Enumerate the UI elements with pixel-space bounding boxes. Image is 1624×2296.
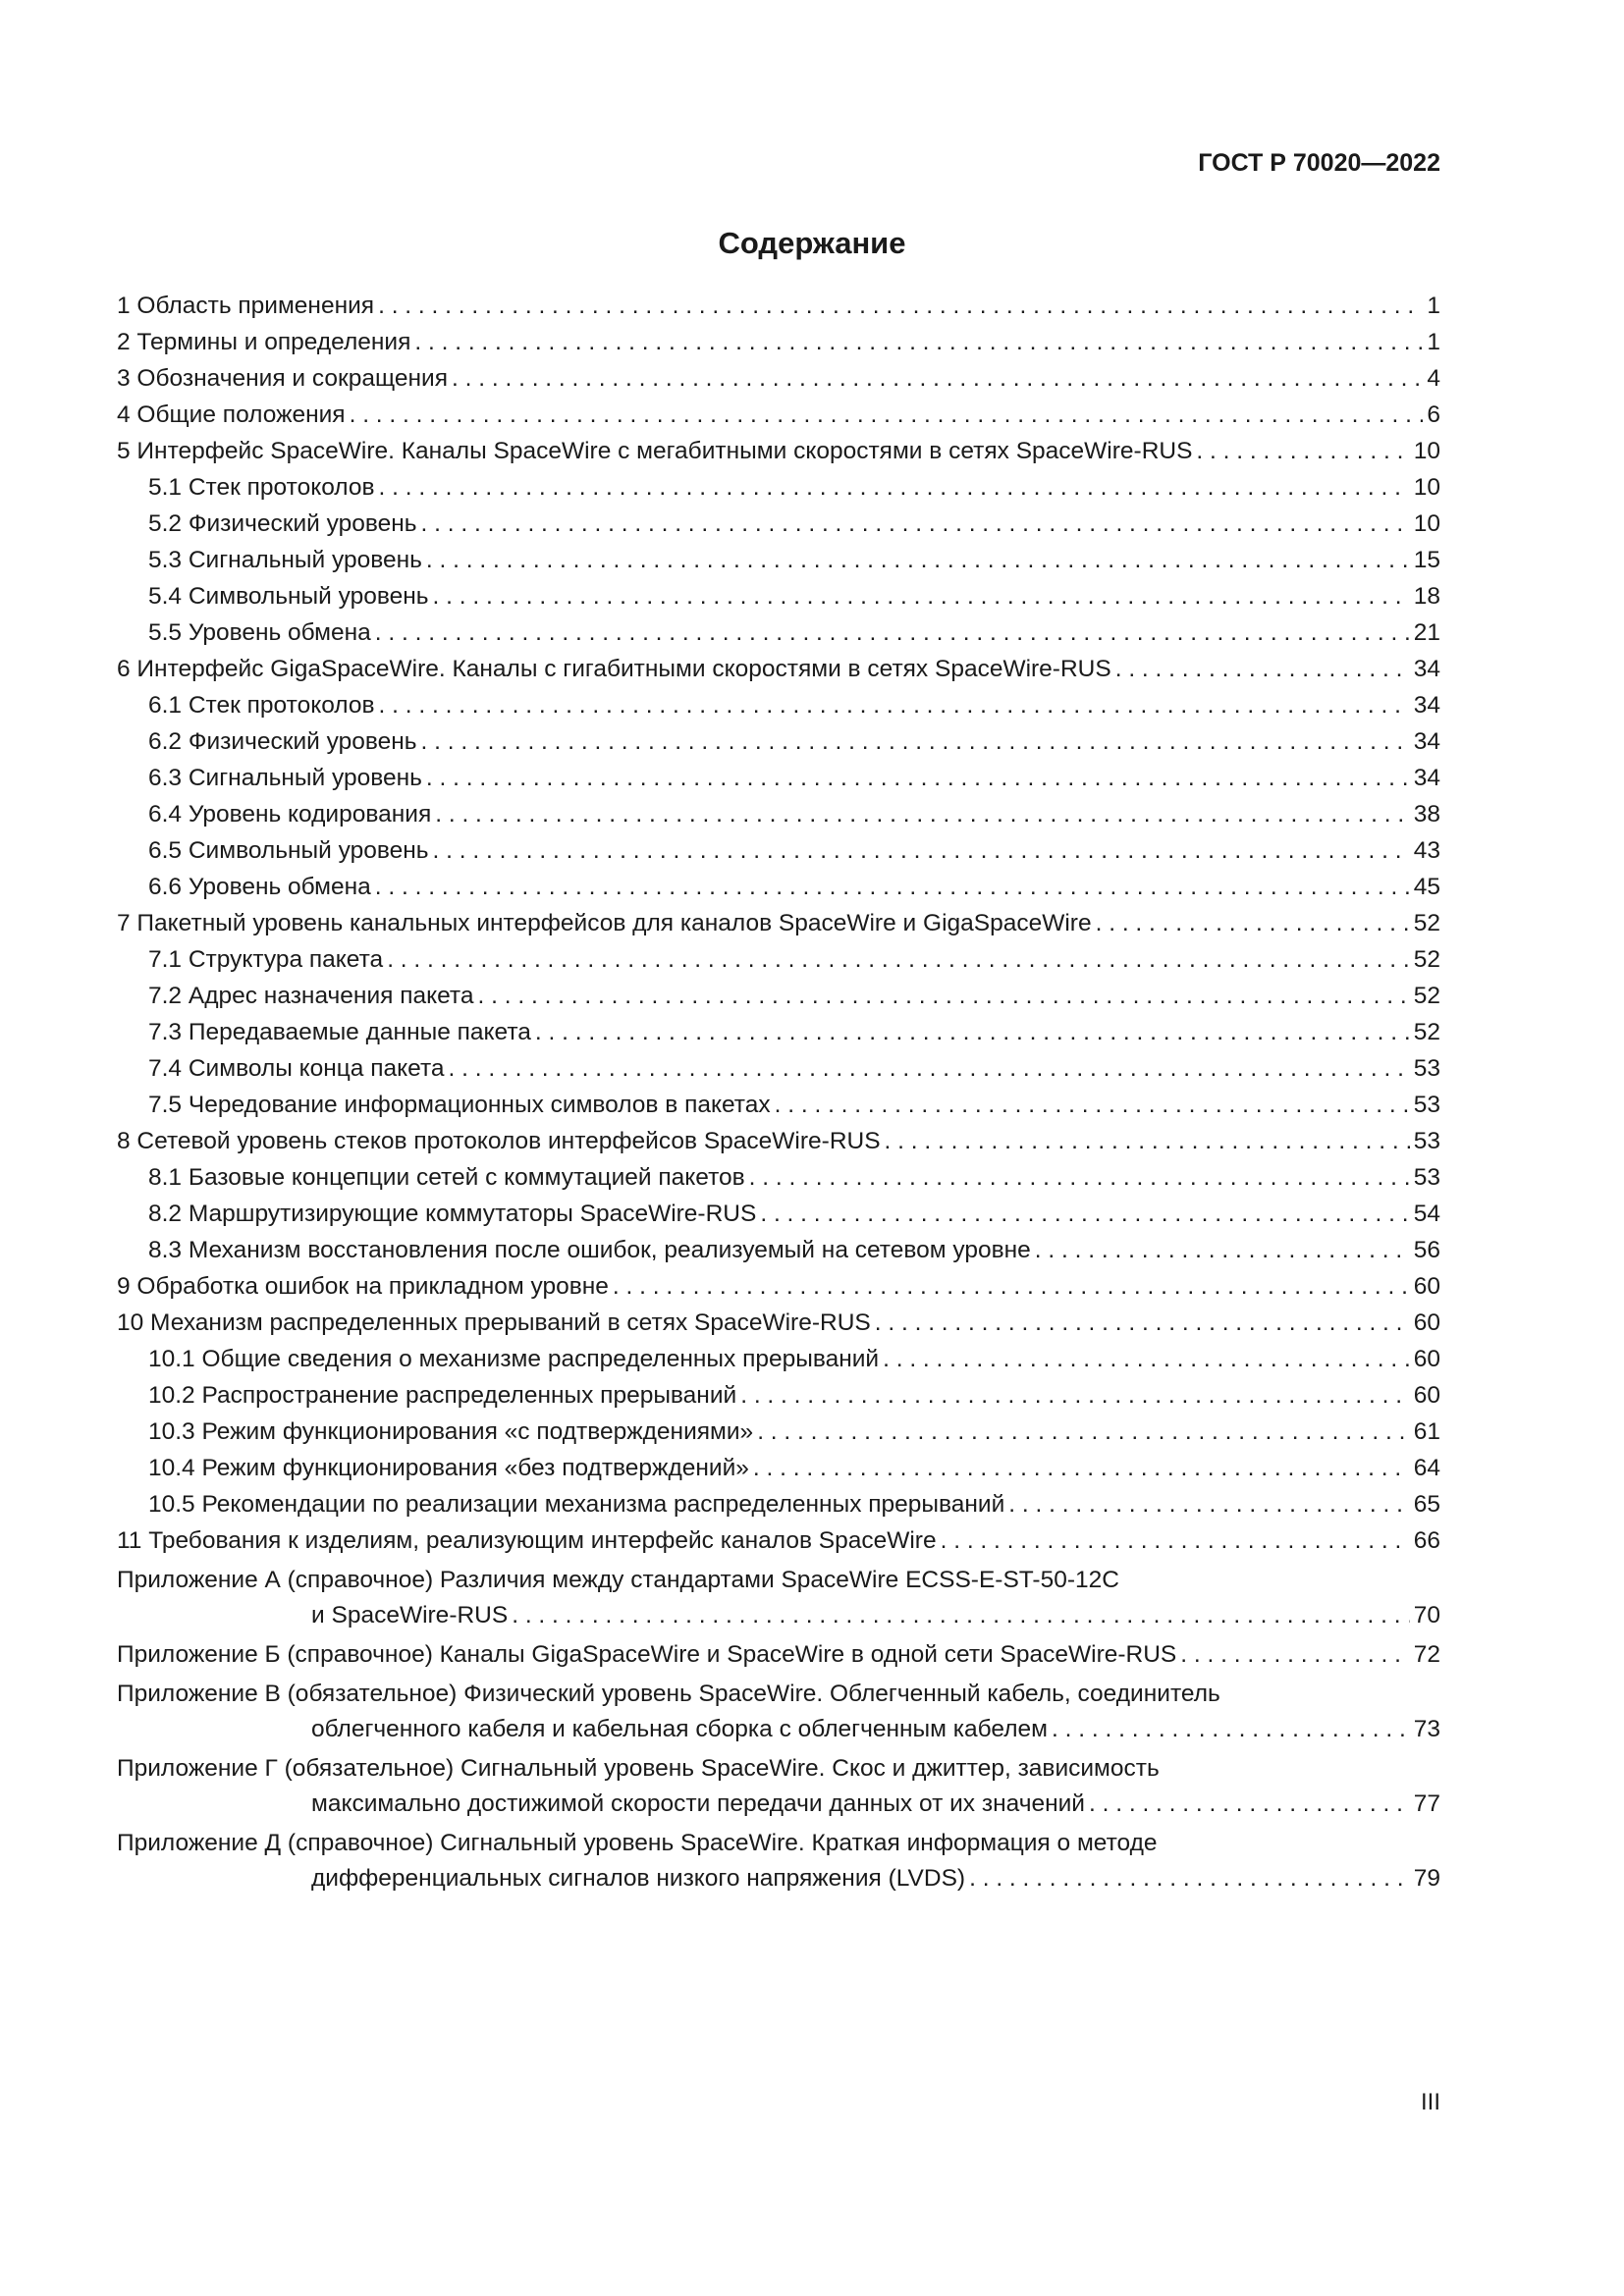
toc-entry-title: 7 Пакетный уровень канальных интерфейсов для каналов SpaceWire и GigaSpaceWire <box>117 910 1092 936</box>
toc-entry-title: 7.1 Структура пакета <box>148 946 384 973</box>
dot-leader <box>613 1268 1410 1305</box>
toc-entry-title: 4 Общие положения <box>117 401 346 428</box>
toc-entry[interactable] <box>117 1232 1440 1268</box>
toc-entry[interactable] <box>117 651 1440 687</box>
toc-entry[interactable] <box>117 1268 1440 1305</box>
toc-entry[interactable] <box>117 978 1440 1014</box>
toc-entry[interactable] <box>117 360 1440 397</box>
toc-entry-page: 34 <box>1413 765 1440 791</box>
toc-entry[interactable] <box>117 723 1440 760</box>
toc-entry-page: 61 <box>1413 1418 1440 1445</box>
toc-entry[interactable] <box>117 469 1440 506</box>
toc-entry-title: 6.5 Символьный уровень <box>148 837 429 864</box>
toc-entry-page: 15 <box>1413 547 1440 573</box>
toc-entry-page: 53 <box>1413 1128 1440 1154</box>
toc-entry-page: 60 <box>1413 1382 1440 1409</box>
toc-entry-page: 52 <box>1413 1019 1440 1045</box>
dot-leader <box>350 397 1424 433</box>
toc-entry-title: 11 Требования к изделиям, реализующим интерфейс каналов SpaceWire <box>117 1527 937 1554</box>
toc-entry-page: 18 <box>1413 583 1440 610</box>
dot-leader <box>749 1159 1410 1196</box>
appendix-first-line: Приложение А (справочное) Различия между стандартами SpaceWire ECSS-E-ST-50-12C <box>117 1567 1119 1593</box>
dot-leader <box>421 723 1410 760</box>
toc-entry[interactable] <box>117 1087 1440 1123</box>
appendix-first-line: Приложение В (обязательное) Физический уровень SpaceWire. Облегченный кабель, соединитель <box>117 1681 1220 1707</box>
dot-leader <box>1115 651 1410 687</box>
dot-leader <box>426 760 1410 796</box>
dot-leader <box>433 832 1410 869</box>
toc-entry-title: 2 Термины и определения <box>117 329 411 355</box>
toc-entry-page: 56 <box>1413 1237 1440 1263</box>
dot-leader <box>452 360 1423 397</box>
toc-entry[interactable] <box>117 1050 1440 1087</box>
toc-entry[interactable] <box>117 542 1440 578</box>
toc-appendix[interactable] <box>117 1826 1440 1896</box>
toc-entry-page: 4 <box>1427 365 1440 392</box>
toc-entry-page: 1 <box>1427 293 1440 319</box>
toc-entry-page: 60 <box>1413 1309 1440 1336</box>
toc-entry-title: 8.3 Механизм восстановления после ошибок, реализуемый на сетевом уровне <box>148 1237 1031 1263</box>
toc-entry[interactable] <box>117 1196 1440 1232</box>
toc-entry-title: 5.3 Сигнальный уровень <box>148 547 422 573</box>
toc-entry[interactable] <box>117 397 1440 433</box>
toc-entry-page: 34 <box>1413 692 1440 719</box>
toc-entry[interactable] <box>117 1414 1440 1450</box>
toc-entry-page: 43 <box>1413 837 1440 864</box>
toc-entry-page: 60 <box>1413 1346 1440 1372</box>
toc-entry-page: 53 <box>1413 1092 1440 1118</box>
toc-entry[interactable] <box>117 832 1440 869</box>
appendix-page: 72 <box>1413 1641 1440 1668</box>
toc-entry-page: 52 <box>1413 946 1440 973</box>
toc-entry-title: 5.4 Символьный уровень <box>148 583 429 610</box>
dot-leader <box>1089 1787 1410 1822</box>
dot-leader <box>1180 1637 1409 1673</box>
toc-entry-page: 65 <box>1413 1491 1440 1518</box>
toc-entry-title: 5.1 Стек протоколов <box>148 474 375 501</box>
toc-entry[interactable] <box>117 324 1440 360</box>
dot-leader <box>435 796 1410 832</box>
dot-leader <box>375 869 1410 905</box>
toc-appendix[interactable] <box>117 1637 1440 1673</box>
toc-entry-page: 54 <box>1413 1201 1440 1227</box>
toc-entry-title: 6.1 Стек протоколов <box>148 692 375 719</box>
appendix-title: облегченного кабеля и кабельная сборка с облегченным кабелем <box>311 1716 1049 1742</box>
toc-entry[interactable] <box>117 1522 1440 1559</box>
dot-leader <box>535 1014 1410 1050</box>
toc-entry-title: 7.2 Адрес назначения пакета <box>148 983 474 1009</box>
dot-leader <box>1035 1232 1410 1268</box>
toc-entry-page: 53 <box>1413 1055 1440 1082</box>
dot-leader <box>1196 433 1409 469</box>
toc-entry-page: 66 <box>1413 1527 1440 1554</box>
toc-entry-page: 38 <box>1413 801 1440 828</box>
toc-entry-title: 7.4 Символы конца пакета <box>148 1055 445 1082</box>
dot-leader <box>969 1861 1410 1896</box>
dot-leader <box>885 1123 1410 1159</box>
toc-entry-title: 7.5 Чередование информационных символов в пакетах <box>148 1092 771 1118</box>
toc-appendix[interactable] <box>117 1563 1440 1633</box>
appendix-page: 70 <box>1413 1602 1440 1629</box>
toc-entry[interactable] <box>117 1123 1440 1159</box>
toc-entry-page: 21 <box>1413 619 1440 646</box>
dot-leader <box>883 1341 1410 1377</box>
toc-entry[interactable] <box>117 1377 1440 1414</box>
dot-leader <box>378 288 1423 324</box>
toc-entry[interactable] <box>117 1014 1440 1050</box>
dot-leader <box>760 1196 1409 1232</box>
toc-entry-title: 6.4 Уровень кодирования <box>148 801 432 828</box>
toc-entry-title: 6.2 Физический уровень <box>148 728 417 755</box>
toc-entry-title: 10.4 Режим функционирования «без подтверждений» <box>148 1455 749 1481</box>
dot-leader <box>512 1598 1410 1633</box>
appendix-title: максимально достижимой скорости передачи данных от их значений <box>311 1790 1085 1817</box>
dot-leader <box>1008 1486 1409 1522</box>
toc-entry-title: 6.6 Уровень обмена <box>148 874 371 900</box>
toc-entry-title: 10.1 Общие сведения о механизме распределенных прерываний <box>148 1346 880 1372</box>
toc-entry-page: 45 <box>1413 874 1440 900</box>
toc-entry-page: 64 <box>1413 1455 1440 1481</box>
toc-entry-title: 8.1 Базовые концепции сетей с коммутацией пакетов <box>148 1164 745 1191</box>
toc-entry-title: 5.2 Физический уровень <box>148 510 417 537</box>
dot-leader <box>414 324 1423 360</box>
toc-entry[interactable] <box>117 687 1440 723</box>
toc-appendix[interactable] <box>117 1751 1440 1822</box>
toc-entry[interactable] <box>117 1341 1440 1377</box>
page-number: III <box>1420 2089 1440 2115</box>
toc-entry-title: 7.3 Передаваемые данные пакета <box>148 1019 531 1045</box>
dot-leader <box>757 1414 1410 1450</box>
toc-entry-page: 34 <box>1413 728 1440 755</box>
dot-leader <box>941 1522 1410 1559</box>
toc-entry[interactable] <box>117 614 1440 651</box>
appendix-first-line: Приложение Г (обязательное) Сигнальный уровень SpaceWire. Скос и джиттер, зависимость <box>117 1755 1160 1782</box>
toc-entry-page: 10 <box>1413 510 1440 537</box>
toc-entry[interactable] <box>117 760 1440 796</box>
toc-entry-title: 10.2 Распространение распределенных прерываний <box>148 1382 737 1409</box>
dot-leader <box>379 687 1410 723</box>
dot-leader <box>379 469 1410 506</box>
toc-entry[interactable] <box>117 1450 1440 1486</box>
toc-entry-page: 10 <box>1413 438 1440 464</box>
dot-leader <box>1096 905 1410 941</box>
appendix-page: 77 <box>1413 1790 1440 1817</box>
toc-entry-page: 52 <box>1413 910 1440 936</box>
toc-entry-page: 1 <box>1427 329 1440 355</box>
toc-entry[interactable] <box>117 941 1440 978</box>
toc-entry-title: 1 Область применения <box>117 293 375 319</box>
toc-entry-title: 5.5 Уровень обмена <box>148 619 371 646</box>
toc-entry[interactable] <box>117 796 1440 832</box>
appendix-title: и SpaceWire-RUS <box>311 1602 509 1629</box>
toc-entry[interactable] <box>117 433 1440 469</box>
toc-entry-title: 5 Интерфейс SpaceWire. Каналы SpaceWire с мегабитными скоростями в сетях SpaceWire-RUS <box>117 438 1193 464</box>
toc-entry-title: 6 Интерфейс GigaSpaceWire. Каналы с гигабитными скоростями в сетях SpaceWire-RUS <box>117 656 1111 682</box>
toc-entry[interactable] <box>117 1486 1440 1522</box>
toc-entry[interactable] <box>117 1305 1440 1341</box>
toc-appendix[interactable] <box>117 1677 1440 1747</box>
toc-entry-title: 10.5 Рекомендации по реализации механизма распределенных прерываний <box>148 1491 1005 1518</box>
toc-entry[interactable] <box>117 288 1440 324</box>
toc-entry-page: 60 <box>1413 1273 1440 1300</box>
appendix-first-line: Приложение Д (справочное) Сигнальный уровень SpaceWire. Краткая информация о методе <box>117 1830 1158 1856</box>
dot-leader <box>753 1450 1410 1486</box>
dot-leader <box>387 941 1410 978</box>
dot-leader <box>740 1377 1410 1414</box>
dot-leader <box>433 578 1410 614</box>
toc-entry-page: 6 <box>1427 401 1440 428</box>
dot-leader <box>478 978 1410 1014</box>
dot-leader <box>449 1050 1410 1087</box>
appendix-page: 79 <box>1413 1865 1440 1892</box>
toc-entry-page: 53 <box>1413 1164 1440 1191</box>
toc-entry[interactable] <box>117 905 1440 941</box>
page-title: Содержание <box>718 226 906 260</box>
dot-leader <box>1052 1712 1410 1747</box>
dot-leader <box>375 614 1410 651</box>
toc-entry-page: 10 <box>1413 474 1440 501</box>
toc-entry[interactable] <box>117 506 1440 542</box>
dot-leader <box>775 1087 1410 1123</box>
appendix-page: 73 <box>1413 1716 1440 1742</box>
toc-entry-title: 10 Механизм распределенных прерываний в сетях SpaceWire-RUS <box>117 1309 871 1336</box>
toc-entry-title: 8 Сетевой уровень стеков протоколов интерфейсов SpaceWire-RUS <box>117 1128 881 1154</box>
appendix-title: Приложение Б (справочное) Каналы GigaSpaceWire и SpaceWire в одной сети SpaceWire-RUS <box>117 1641 1177 1668</box>
table-of-contents <box>117 288 1440 1898</box>
toc-entry[interactable] <box>117 578 1440 614</box>
toc-entry-title: 9 Обработка ошибок на прикладном уровне <box>117 1273 609 1300</box>
toc-entry-page: 34 <box>1413 656 1440 682</box>
toc-entry[interactable] <box>117 1159 1440 1196</box>
toc-entry[interactable] <box>117 869 1440 905</box>
toc-entry-title: 6.3 Сигнальный уровень <box>148 765 422 791</box>
dot-leader <box>426 542 1410 578</box>
document-id: ГОСТ Р 70020—2022 <box>1198 149 1440 177</box>
toc-entry-title: 10.3 Режим функционирования «с подтверждениями» <box>148 1418 754 1445</box>
toc-entry-title: 8.2 Маршрутизирующие коммутаторы SpaceWire-RUS <box>148 1201 757 1227</box>
appendix-title: дифференциальных сигналов низкого напряжения (LVDS) <box>311 1865 966 1892</box>
toc-entry-page: 52 <box>1413 983 1440 1009</box>
dot-leader <box>421 506 1410 542</box>
toc-entry-title: 3 Обозначения и сокращения <box>117 365 449 392</box>
dot-leader <box>875 1305 1410 1341</box>
